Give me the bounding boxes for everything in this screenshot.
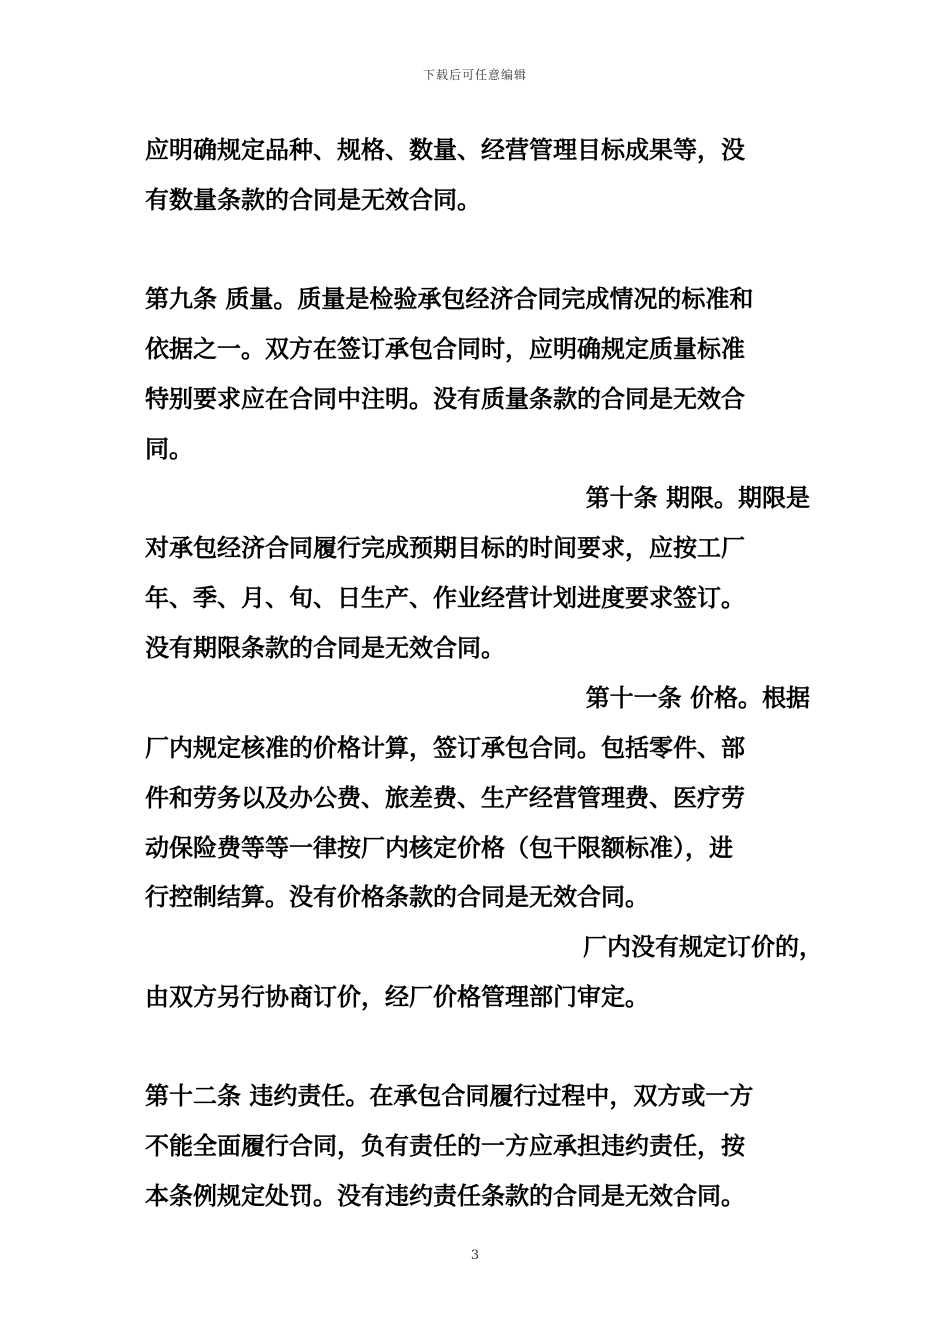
body-line: 本条例规定处罚。没有违约责任条款的合同是无效合同。 xyxy=(145,1181,745,1210)
body-line: 不能全面履行合同，负有责任的一方应承担违约责任，按 xyxy=(145,1131,745,1160)
body-line: 有数量条款的合同是无效合同。 xyxy=(145,185,481,214)
body-line: 厂内没有规定订价的， xyxy=(583,932,823,961)
body-line: 特别要求应在合同中注明。没有质量条款的合同是无效合 xyxy=(145,384,745,413)
body-line: 没有期限条款的合同是无效合同。 xyxy=(145,633,505,662)
article-9-line: 第九条 质量。质量是检验承包经济合同完成情况的标准和 xyxy=(145,284,754,313)
body-line: 年、季、月、旬、日生产、作业经营计划进度要求签订。 xyxy=(145,583,745,612)
page-header: 下载后可任意编辑 xyxy=(422,68,527,82)
body-line: 应明确规定品种、规格、数量、经营管理目标成果等，没 xyxy=(145,135,745,164)
body-line: 厂内规定核准的价格计算，签订承包合同。包括零件、部 xyxy=(145,733,745,762)
article-10-line: 第十条 期限。期限是 xyxy=(585,483,810,512)
body-line: 同。 xyxy=(145,434,193,463)
article-11-line: 第十一条 价格。根据 xyxy=(585,683,810,712)
article-12-line: 第十二条 违约责任。在承包合同履行过程中，双方或一方 xyxy=(145,1081,754,1110)
body-line: 依据之一。双方在签订承包合同时，应明确规定质量标准 xyxy=(145,334,745,363)
body-line: 行控制结算。没有价格条款的合同是无效合同。 xyxy=(145,882,649,911)
body-line: 件和劳务以及办公费、旅差费、生产经营管理费、医疗劳 xyxy=(145,783,745,812)
body-line: 对承包经济合同履行完成预期目标的时间要求，应按工厂 xyxy=(145,533,745,562)
page-number: 3 xyxy=(470,1248,480,1263)
body-line: 动保险费等等一律按厂内核定价格（包干限额标准），进 xyxy=(145,833,733,862)
body-line: 由双方另行协商订价，经厂价格管理部门审定。 xyxy=(145,982,649,1011)
